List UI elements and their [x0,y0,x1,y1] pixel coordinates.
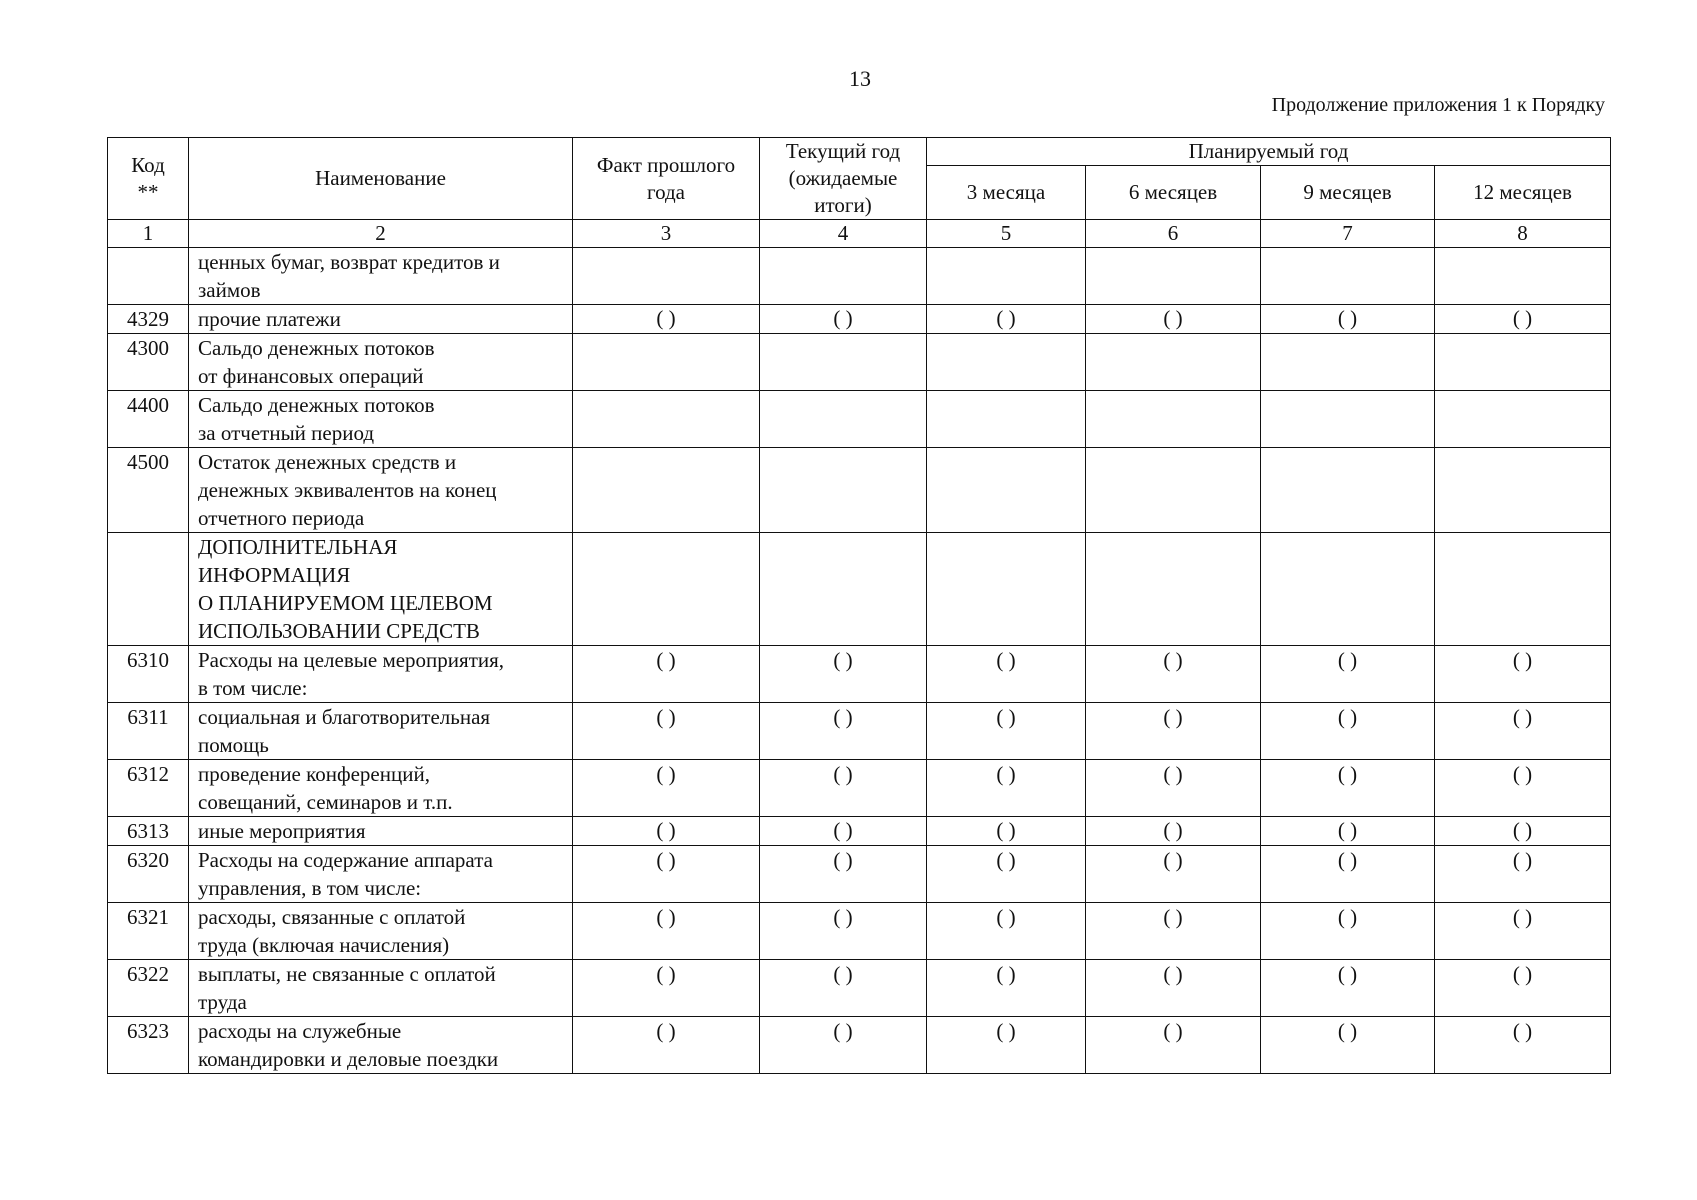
row-value-cell: ( ) [760,760,927,817]
row-value-cell: ( ) [1086,960,1261,1017]
row-value-cell: ( ) [1086,817,1261,846]
row-value-cell: ( ) [927,817,1086,846]
row-code: 6313 [108,817,189,846]
row-name-line: Сальдо денежных потоков [198,336,435,360]
row-value-cell: ( ) [927,960,1086,1017]
row-name-line: помощь [198,733,269,757]
row-name [189,703,573,760]
row-value-cell: ( ) [1435,760,1611,817]
row-value-cell: ( ) [1435,903,1611,960]
row-value-cell: ( ) [573,903,760,960]
row-value-cell: ( ) [1086,846,1261,903]
row-value-cell [1261,334,1435,391]
row-value-cell: ( ) [927,305,1086,334]
row-value-cell: ( ) [1261,846,1435,903]
row-name-line: совещаний, семинаров и т.п. [198,790,453,814]
row-value-cell [1086,448,1261,533]
row-value-cell: ( ) [1086,760,1261,817]
table-row [108,334,1611,391]
row-name [189,533,573,646]
row-value-cell: ( ) [573,305,760,334]
row-value-cell: ( ) [760,960,927,1017]
row-name-line: прочие платежи [198,307,341,331]
row-value-cell [927,448,1086,533]
row-value-cell: ( ) [927,703,1086,760]
row-code: 4500 [108,448,189,533]
row-value-cell [1435,248,1611,305]
row-name-line: командировки и деловые поездки [198,1047,499,1071]
table-row [108,817,1611,846]
row-name-line: ценных бумаг, возврат кредитов и [198,250,500,274]
row-value-cell: ( ) [927,646,1086,703]
row-value-cell: ( ) [1435,703,1611,760]
row-value-cell: ( ) [573,846,760,903]
row-value-cell [1261,248,1435,305]
row-value-cell [1261,533,1435,646]
row-name-line: проведение конференций, [198,762,430,786]
row-name [189,305,573,334]
header-current-line: (ожидаемые [788,166,898,190]
row-code: 6320 [108,846,189,903]
table-row [108,248,1611,305]
row-name-line: иные мероприятия [198,819,366,843]
row-value-cell: ( ) [927,1017,1086,1074]
row-value-cell: ( ) [760,703,927,760]
table-row [108,533,1611,646]
row-value-cell: ( ) [760,817,927,846]
column-number: 3 [573,220,760,248]
header-current-line: Текущий год [785,139,901,163]
row-value-cell [1435,533,1611,646]
row-value-cell: ( ) [1435,1017,1611,1074]
row-value-cell: ( ) [1086,646,1261,703]
row-value-cell: ( ) [760,646,927,703]
row-code: 6323 [108,1017,189,1074]
row-value-cell: ( ) [1435,846,1611,903]
row-value-cell: ( ) [1261,903,1435,960]
row-value-cell [760,334,927,391]
row-value-cell [927,248,1086,305]
row-value-cell [760,533,927,646]
row-code: 4300 [108,334,189,391]
header-12-months: 12 месяцев [1435,166,1611,220]
row-value-cell [927,533,1086,646]
row-name-line: Расходы на целевые мероприятия, [198,648,505,672]
row-name-line: от финансовых операций [198,364,424,388]
row-name [189,646,573,703]
row-value-cell: ( ) [927,760,1086,817]
row-value-cell [573,391,760,448]
cash-flow-table [107,137,1611,1074]
row-value-cell: ( ) [573,1017,760,1074]
table-row [108,703,1611,760]
row-value-cell: ( ) [1261,760,1435,817]
row-name-line: труда (включая начисления) [198,933,450,957]
table-row [108,391,1611,448]
row-value-cell [760,391,927,448]
row-name-line: ДОПОЛНИТЕЛЬНАЯ [198,535,398,559]
table-row [108,846,1611,903]
row-value-cell [760,448,927,533]
row-value-cell: ( ) [1261,305,1435,334]
row-name-line: О ПЛАНИРУЕМОМ ЦЕЛЕВОМ [198,591,493,615]
row-value-cell: ( ) [760,1017,927,1074]
header-fact-line: года [647,179,685,204]
row-value-cell [927,334,1086,391]
row-value-cell: ( ) [1086,703,1261,760]
row-name-line: Расходы на содержание аппарата [198,848,493,872]
row-code: 6321 [108,903,189,960]
header-current-year [760,138,927,220]
header-code-line: ** [137,179,159,204]
row-value-cell: ( ) [573,960,760,1017]
row-name [189,1017,573,1074]
table-row [108,960,1611,1017]
row-value-cell [1086,248,1261,305]
row-name-line: социальная и благотворительная [198,705,491,729]
row-value-cell: ( ) [1435,960,1611,1017]
table-row [108,305,1611,334]
row-name-line: Остаток денежных средств и [198,450,457,474]
row-value-cell: ( ) [573,817,760,846]
header-fact-last-year [573,138,760,220]
table-row [108,448,1611,533]
column-number: 5 [927,220,1086,248]
row-value-cell: ( ) [1261,646,1435,703]
row-name [189,334,573,391]
row-name-line: в том числе: [198,676,308,700]
row-name [189,817,573,846]
header-6-months: 6 месяцев [1086,166,1261,220]
row-value-cell: ( ) [1435,646,1611,703]
row-value-cell: ( ) [1261,960,1435,1017]
row-name-line: управления, в том числе: [198,876,422,900]
row-name-line: отчетного периода [198,506,365,530]
row-value-cell [1261,448,1435,533]
row-value-cell: ( ) [573,703,760,760]
row-value-cell [573,334,760,391]
row-code: 6311 [108,703,189,760]
header-code-line: Код [131,152,165,177]
row-name [189,248,573,305]
header-name: Наименование [189,138,573,220]
column-number: 6 [1086,220,1261,248]
row-code: 6312 [108,760,189,817]
row-value-cell [1086,334,1261,391]
row-value-cell: ( ) [1086,903,1261,960]
page-number: 13 [849,66,871,91]
column-number: 4 [760,220,927,248]
row-value-cell: ( ) [1435,817,1611,846]
row-value-cell [1435,334,1611,391]
row-name-line: Сальдо денежных потоков [198,393,435,417]
header-planned-year: Планируемый год [927,138,1611,166]
row-name-line: займов [198,278,261,302]
row-name-line: расходы, связанные с оплатой [198,905,466,929]
appendix-note: Продолжение приложения 1 к Порядку [1271,94,1605,116]
row-name-line: труда [198,990,247,1014]
row-value-cell: ( ) [1261,1017,1435,1074]
header-fact-line: Факт прошлого [596,152,736,177]
row-value-cell [927,391,1086,448]
header-9-months: 9 месяцев [1261,166,1435,220]
row-value-cell: ( ) [760,305,927,334]
row-name-line: расходы на служебные [198,1019,402,1043]
row-name [189,846,573,903]
row-value-cell: ( ) [760,903,927,960]
header-code [108,138,189,220]
row-value-cell: ( ) [1261,817,1435,846]
row-value-cell [1435,448,1611,533]
row-value-cell: ( ) [1261,703,1435,760]
row-value-cell: ( ) [573,646,760,703]
row-value-cell: ( ) [1086,1017,1261,1074]
row-value-cell [573,533,760,646]
row-value-cell [1261,391,1435,448]
table-body [108,248,1611,1074]
row-value-cell: ( ) [573,760,760,817]
row-name-line: выплаты, не связанные с оплатой [198,962,496,986]
row-name-line: ИСПОЛЬЗОВАНИИ СРЕДСТВ [198,619,480,643]
row-value-cell: ( ) [927,903,1086,960]
table-row [108,1017,1611,1074]
row-value-cell [573,248,760,305]
row-code: 6310 [108,646,189,703]
column-number: 7 [1261,220,1435,248]
row-code [108,248,189,305]
row-value-cell: ( ) [1435,305,1611,334]
row-name-line: ИНФОРМАЦИЯ [198,563,351,587]
column-number: 8 [1435,220,1611,248]
row-name [189,391,573,448]
header-current-line: итоги) [814,193,872,217]
row-value-cell [1435,391,1611,448]
row-value-cell [1086,533,1261,646]
row-name-line: за отчетный период [198,421,375,445]
row-name-line: денежных эквивалентов на конец [198,478,497,502]
row-value-cell [760,248,927,305]
row-code: 4400 [108,391,189,448]
row-name [189,903,573,960]
column-number: 2 [189,220,573,248]
column-number: 1 [108,220,189,248]
table-row [108,760,1611,817]
row-name [189,960,573,1017]
row-value-cell [1086,391,1261,448]
table-row [108,903,1611,960]
row-code: 6322 [108,960,189,1017]
row-name [189,760,573,817]
row-value-cell [573,448,760,533]
table-row [108,646,1611,703]
row-value-cell: ( ) [927,846,1086,903]
header-3-months: 3 месяца [927,166,1086,220]
row-value-cell: ( ) [760,846,927,903]
row-code [108,533,189,646]
row-name [189,448,573,533]
row-value-cell: ( ) [1086,305,1261,334]
row-code: 4329 [108,305,189,334]
